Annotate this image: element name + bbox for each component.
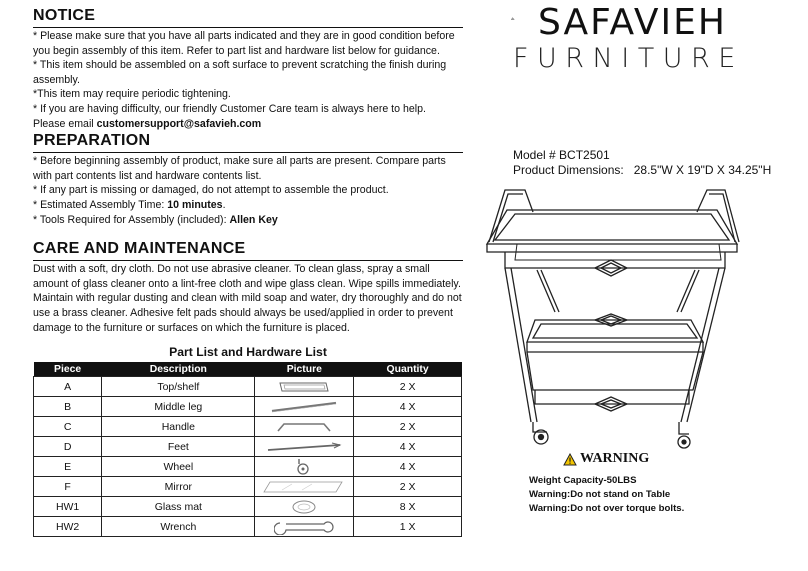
- preparation-heading: PREPARATION: [33, 131, 463, 153]
- care-heading: CARE AND MAINTENANCE: [33, 239, 463, 261]
- product-dimensions: Product Dimensions: 28.5"W X 19"D X 34.25"H: [513, 163, 772, 177]
- quantity-cell: 4 X: [354, 457, 462, 477]
- parts-table: [33, 362, 462, 537]
- notice-line-1: * Please make sure that you have all parts indicated and they are in good condition before you begin assembly of this item. Refer to part list and hardware list below for guidance.: [33, 30, 455, 57]
- picture-cell: [255, 477, 354, 497]
- parts-table-title: Part List and Hardware List: [169, 345, 327, 360]
- header-piece: Piece: [34, 362, 102, 377]
- description-cell: Middle leg: [102, 397, 255, 417]
- notice-line-5: Please email: [33, 117, 97, 130]
- table-row: [34, 397, 462, 417]
- picture-cell: [255, 517, 354, 537]
- notice-heading: NOTICE: [33, 6, 463, 28]
- table-row: [34, 437, 462, 457]
- quantity-cell: 8 X: [354, 497, 462, 517]
- picture-cell: [255, 457, 354, 477]
- table-row: [34, 377, 462, 397]
- piece-cell: HW2: [34, 517, 102, 537]
- preparation-text: [33, 154, 463, 227]
- piece-cell: E: [34, 457, 102, 477]
- quantity-cell: 2 X: [354, 477, 462, 497]
- piece-cell: D: [34, 437, 102, 457]
- quantity-cell: 1 X: [354, 517, 462, 537]
- weight-capacity: Weight Capacity-50LBS: [529, 475, 637, 486]
- picture-cell: [255, 497, 354, 517]
- warning-stand: Warning:Do not stand on Table: [529, 488, 671, 500]
- feet-icon: [264, 440, 344, 454]
- brand-subtitle: FURNITURE: [513, 43, 744, 74]
- table-row: [34, 477, 462, 497]
- prep-line-3-end: .: [222, 198, 226, 211]
- warning-title-text: WARNING: [580, 451, 650, 466]
- warning-lines: [529, 474, 684, 515]
- prep-line-1: * Before beginning assembly of product, make sure all parts are present. Compare parts with part contents list and hardware contents list.: [33, 155, 446, 182]
- brand-name: SAFAVIEH: [538, 2, 727, 43]
- mirror-icon: [262, 480, 346, 494]
- model-number: Model # BCT2501: [513, 148, 610, 162]
- description-cell: Wrench: [102, 517, 255, 537]
- warning-title: [563, 451, 649, 467]
- table-header-row: [34, 362, 462, 377]
- piece-cell: B: [34, 397, 102, 417]
- tools-required: Allen Key: [229, 213, 278, 226]
- wheel-icon: [291, 458, 317, 476]
- quantity-cell: 4 X: [354, 397, 462, 417]
- description-cell: Mirror: [102, 477, 255, 497]
- safavieh-logo-mark: [511, 5, 541, 37]
- table-row: [34, 517, 462, 537]
- prep-line-3: * Estimated Assembly Time:: [33, 198, 168, 211]
- warning-torque: Warning:Do not over torque bolts.: [529, 502, 685, 514]
- piece-cell: F: [34, 477, 102, 497]
- notice-line-2: * This item should be assembled on a soft surface to prevent scratching the finish during assembly.: [33, 59, 447, 86]
- description-cell: Wheel: [102, 457, 255, 477]
- prep-line-4: * Tools Required for Assembly (included):: [33, 213, 230, 226]
- care-text: Dust with a soft, dry cloth. Do not use abrasive cleaner. To clean glass, spray a small amount of glass cleaner onto a lint-free cloth and wipe glass clean. Wipe spills immediately. Maintain with regular dusting and clean with mild soap and water, dry thoroughly and do not use a brass cleaner. Adhesive felt pads should always be used/applied in order to prevent damage to the furniture or surfaces on which the furniture is placed.: [33, 263, 462, 334]
- table-row: [34, 417, 462, 437]
- bar-cart-illustration: [475, 182, 755, 452]
- assembly-time: 10 minutes: [167, 198, 223, 211]
- notice-line-4: * If you are having difficulty, our friendly Customer Care team is always here to help.: [33, 102, 426, 115]
- table-row: [34, 457, 462, 477]
- glass-mat-icon: [289, 499, 319, 515]
- quantity-cell: 2 X: [354, 417, 462, 437]
- instructions-column: [33, 6, 463, 537]
- description-cell: Glass mat: [102, 497, 255, 517]
- quantity-cell: 2 X: [354, 377, 462, 397]
- handle-icon: [274, 420, 334, 434]
- support-email-link[interactable]: customersupport@safavieh.com: [96, 117, 262, 130]
- header-description: Description: [102, 362, 255, 377]
- picture-cell: [255, 437, 354, 457]
- quantity-cell: 4 X: [354, 437, 462, 457]
- notice-line-3: *This item may require periodic tightening.: [33, 88, 231, 101]
- notice-text: [33, 29, 463, 131]
- piece-cell: C: [34, 417, 102, 437]
- picture-cell: [255, 417, 354, 437]
- piece-cell: HW1: [34, 497, 102, 517]
- description-cell: Top/shelf: [102, 377, 255, 397]
- description-cell: Handle: [102, 417, 255, 437]
- prep-line-2: * If any part is missing or damaged, do not attempt to assemble the product.: [33, 184, 389, 197]
- warning-icon: [563, 453, 577, 466]
- header-quantity: Quantity: [354, 362, 462, 377]
- leg-icon: [269, 400, 339, 414]
- piece-cell: A: [34, 377, 102, 397]
- description-cell: Feet: [102, 437, 255, 457]
- picture-cell: [255, 397, 354, 417]
- picture-cell: [255, 377, 354, 397]
- header-picture: Picture: [255, 362, 354, 377]
- shelf-icon: [276, 380, 332, 394]
- wrench-icon: [274, 519, 334, 535]
- table-row: [34, 497, 462, 517]
